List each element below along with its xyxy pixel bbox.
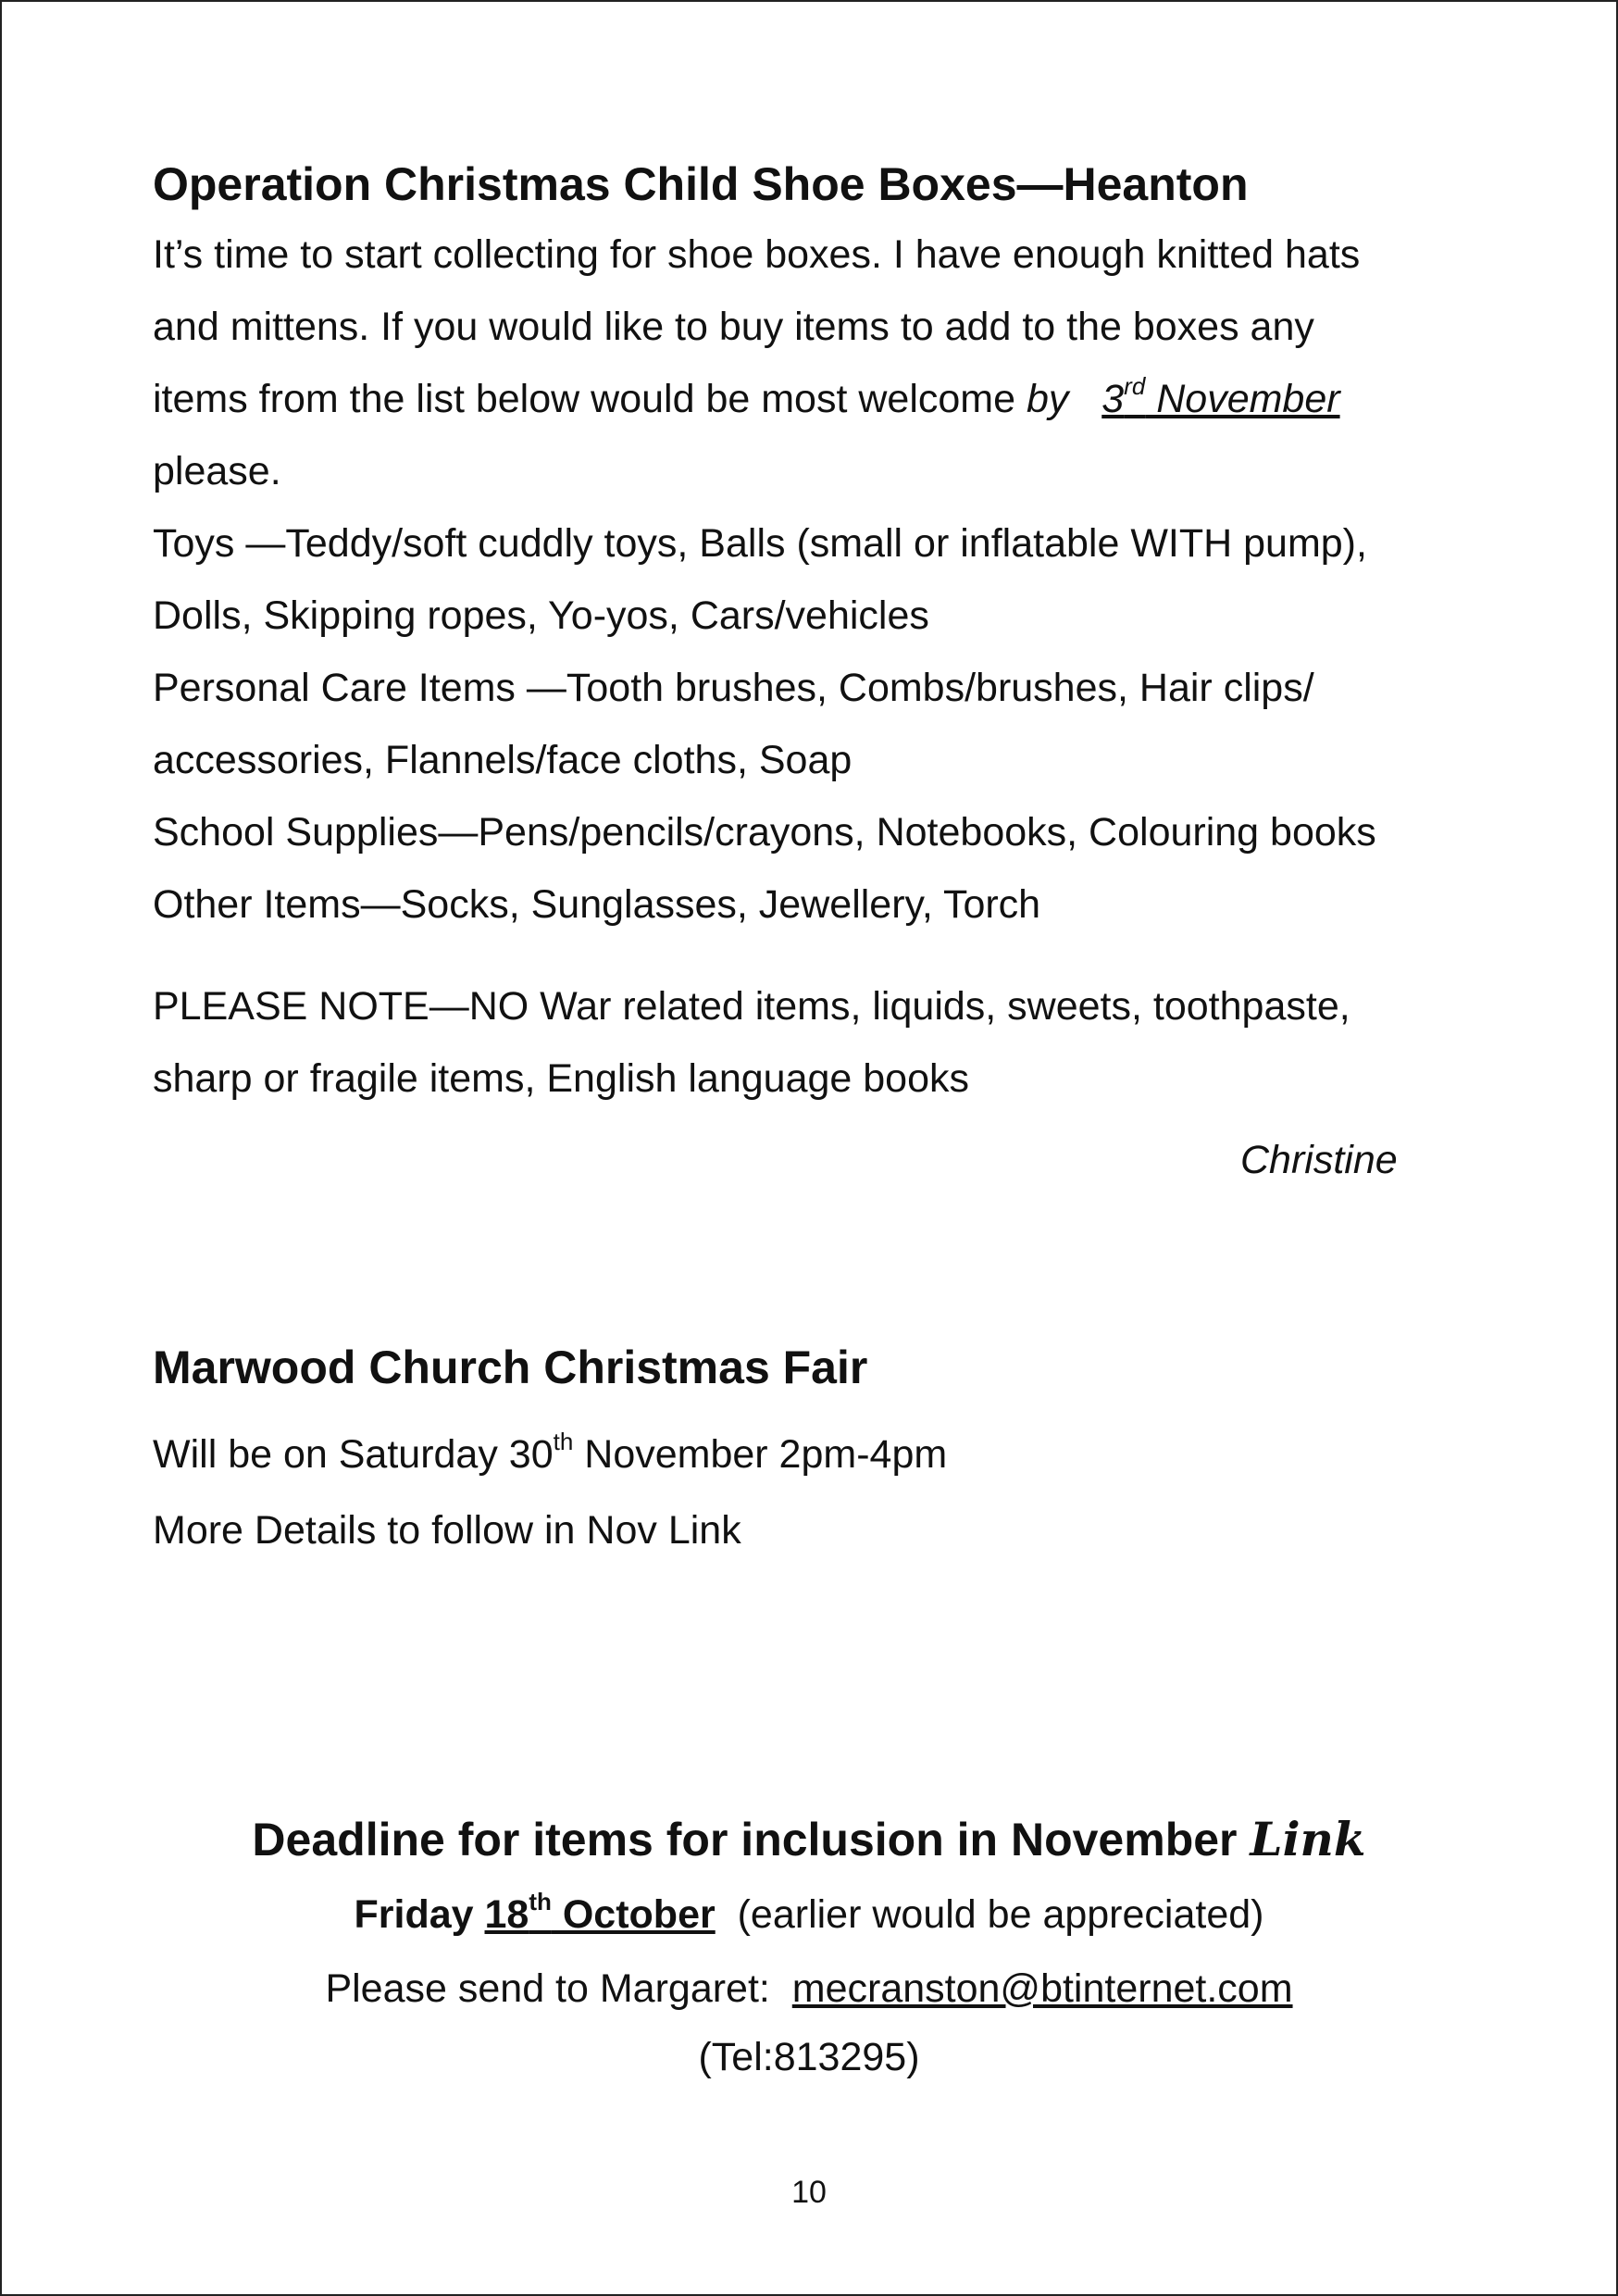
occ-by-word: by <box>1026 377 1069 421</box>
page-number: 10 <box>791 2175 827 2210</box>
occ-gap <box>153 941 1486 970</box>
deadline-date-note: (earlier would be appreciated) <box>715 1892 1264 1937</box>
deadline-heading <box>0 1811 1618 1868</box>
deadline-date-month: October <box>551 1892 716 1937</box>
link-logo-text: Link <box>1250 1812 1366 1866</box>
deadline-day: Friday <box>354 1892 485 1937</box>
occ-toys-line-1: Toys —Teddy/soft cuddly toys, Balls (small or inflatable WITH pump), <box>153 521 1367 566</box>
deadline-date <box>484 1887 716 1937</box>
deadline-send-line <box>0 1961 1618 2016</box>
deadline-heading-text: Deadline for items for inclusion in November <box>252 1814 1251 1866</box>
occ-care-line-1: Personal Care Items —Tooth brushes, Combs/brushes, Hair clips/ <box>153 666 1314 710</box>
occ-other-line: Other Items—Socks, Sunglasses, Jewellery, Torch <box>153 882 1041 927</box>
deadline-date-line <box>0 1887 1618 1942</box>
occ-note-line-1: PLEASE NOTE—NO War related items, liquids, sweets, toothpaste, <box>153 984 1350 1029</box>
occ-intro-line-3-text: items from the list below would be most welcome <box>153 377 1027 421</box>
deadline-date-suffix: th <box>529 1887 552 1915</box>
deadline-date-number: 18 <box>484 1892 529 1937</box>
occ-note-line-2: sharp or fragile items, English language books <box>153 1056 970 1101</box>
occ-heading: Operation Christmas Child Shoe Boxes—Heanton <box>153 158 1249 210</box>
fair-section <box>153 1339 1486 1566</box>
deadline-send-label: Please send to Margaret: <box>325 1966 792 2011</box>
fair-line-1-rest: November 2pm-4pm <box>573 1432 948 1477</box>
fair-line-1 <box>153 1415 1486 1494</box>
fair-line-2: More Details to follow in Nov Link <box>153 1508 741 1553</box>
occ-intro-line-1: It’s time to start collecting for shoe boxes. I have enough knitted hats <box>153 232 1361 277</box>
occ-intro-line-4: please. <box>153 449 281 493</box>
deadline-tel: (Tel:813295) <box>698 2035 920 2079</box>
occ-date-suffix: rd <box>1124 371 1146 400</box>
occ-toys-line-2: Dolls, Skipping ropes, Yo-yos, Cars/vehicles <box>153 593 929 638</box>
fair-date-suffix: th <box>553 1427 574 1455</box>
occ-intro-line-2: and mittens. If you would like to buy items to add to the boxes any <box>153 305 1314 349</box>
occ-signature: Christine <box>1240 1138 1398 1182</box>
occ-deadline-date <box>1101 371 1340 421</box>
occ-section <box>153 156 1486 1115</box>
fair-heading: Marwood Church Christmas Fair <box>153 1341 868 1393</box>
occ-care-line-2: accessories, Flannels/face cloths, Soap <box>153 738 853 782</box>
occ-school-line: School Supplies—Pens/pencils/crayons, Notebooks, Colouring books <box>153 810 1376 855</box>
fair-line-1-text: Will be on Saturday 30 <box>153 1432 554 1477</box>
occ-intro-line-3 <box>153 363 1486 435</box>
occ-date-number: 3 <box>1101 377 1125 421</box>
occ-date-month: November <box>1145 377 1340 421</box>
deadline-email-link[interactable]: mecranston@btinternet.com <box>791 1966 1293 2011</box>
